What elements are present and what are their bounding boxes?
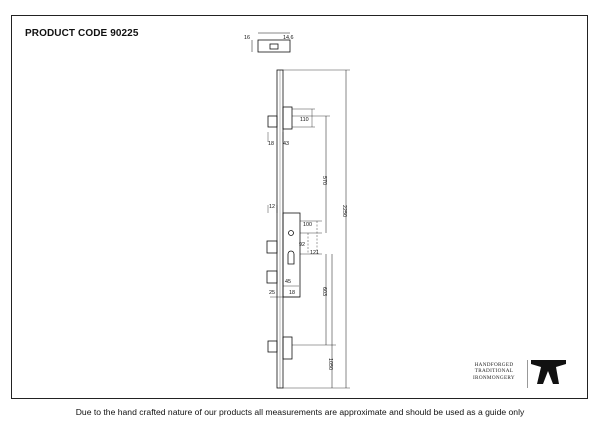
dim-case-height: 121 bbox=[310, 250, 319, 256]
dim-top-cam-width: 110 bbox=[300, 117, 309, 123]
product-code: PRODUCT CODE 90225 bbox=[25, 28, 139, 39]
dim-lower-distance: 603 bbox=[321, 287, 327, 296]
top-cam bbox=[268, 107, 315, 142]
dim-top-depth: 14.6 bbox=[283, 35, 294, 41]
dim-spindle-offset: 45 bbox=[285, 279, 291, 285]
dim-top-cam-right: 43 bbox=[283, 141, 289, 147]
brand-line-2: TRADITIONAL bbox=[474, 368, 514, 375]
dim-bottom-distance: 1050 bbox=[327, 358, 333, 370]
dim-overall-length: 2250 bbox=[341, 205, 347, 217]
brand-divider bbox=[527, 360, 528, 388]
disclaimer-text: Due to the hand crafted nature of our products all measurements are approximate and should be used as a guide only bbox=[75, 407, 525, 417]
dim-pz-centre: 92 bbox=[299, 242, 305, 248]
dim-cyl-offset: 18 bbox=[289, 290, 295, 296]
anvil-logo-icon bbox=[531, 360, 566, 384]
brand-wordmark bbox=[465, 362, 523, 381]
dim-faceplate-width: 12 bbox=[269, 204, 275, 210]
dim-upper-distance: 570 bbox=[321, 176, 327, 185]
dim-top-cam-left: 18 bbox=[268, 141, 274, 147]
dim-backset: 100 bbox=[303, 222, 312, 228]
dim-case-depth: 25 bbox=[269, 290, 275, 296]
brand-line-3: IRONMONGERY bbox=[473, 374, 515, 381]
brand-line-1: HANDFORGED bbox=[474, 362, 514, 368]
dim-top-width: 16 bbox=[244, 35, 250, 41]
